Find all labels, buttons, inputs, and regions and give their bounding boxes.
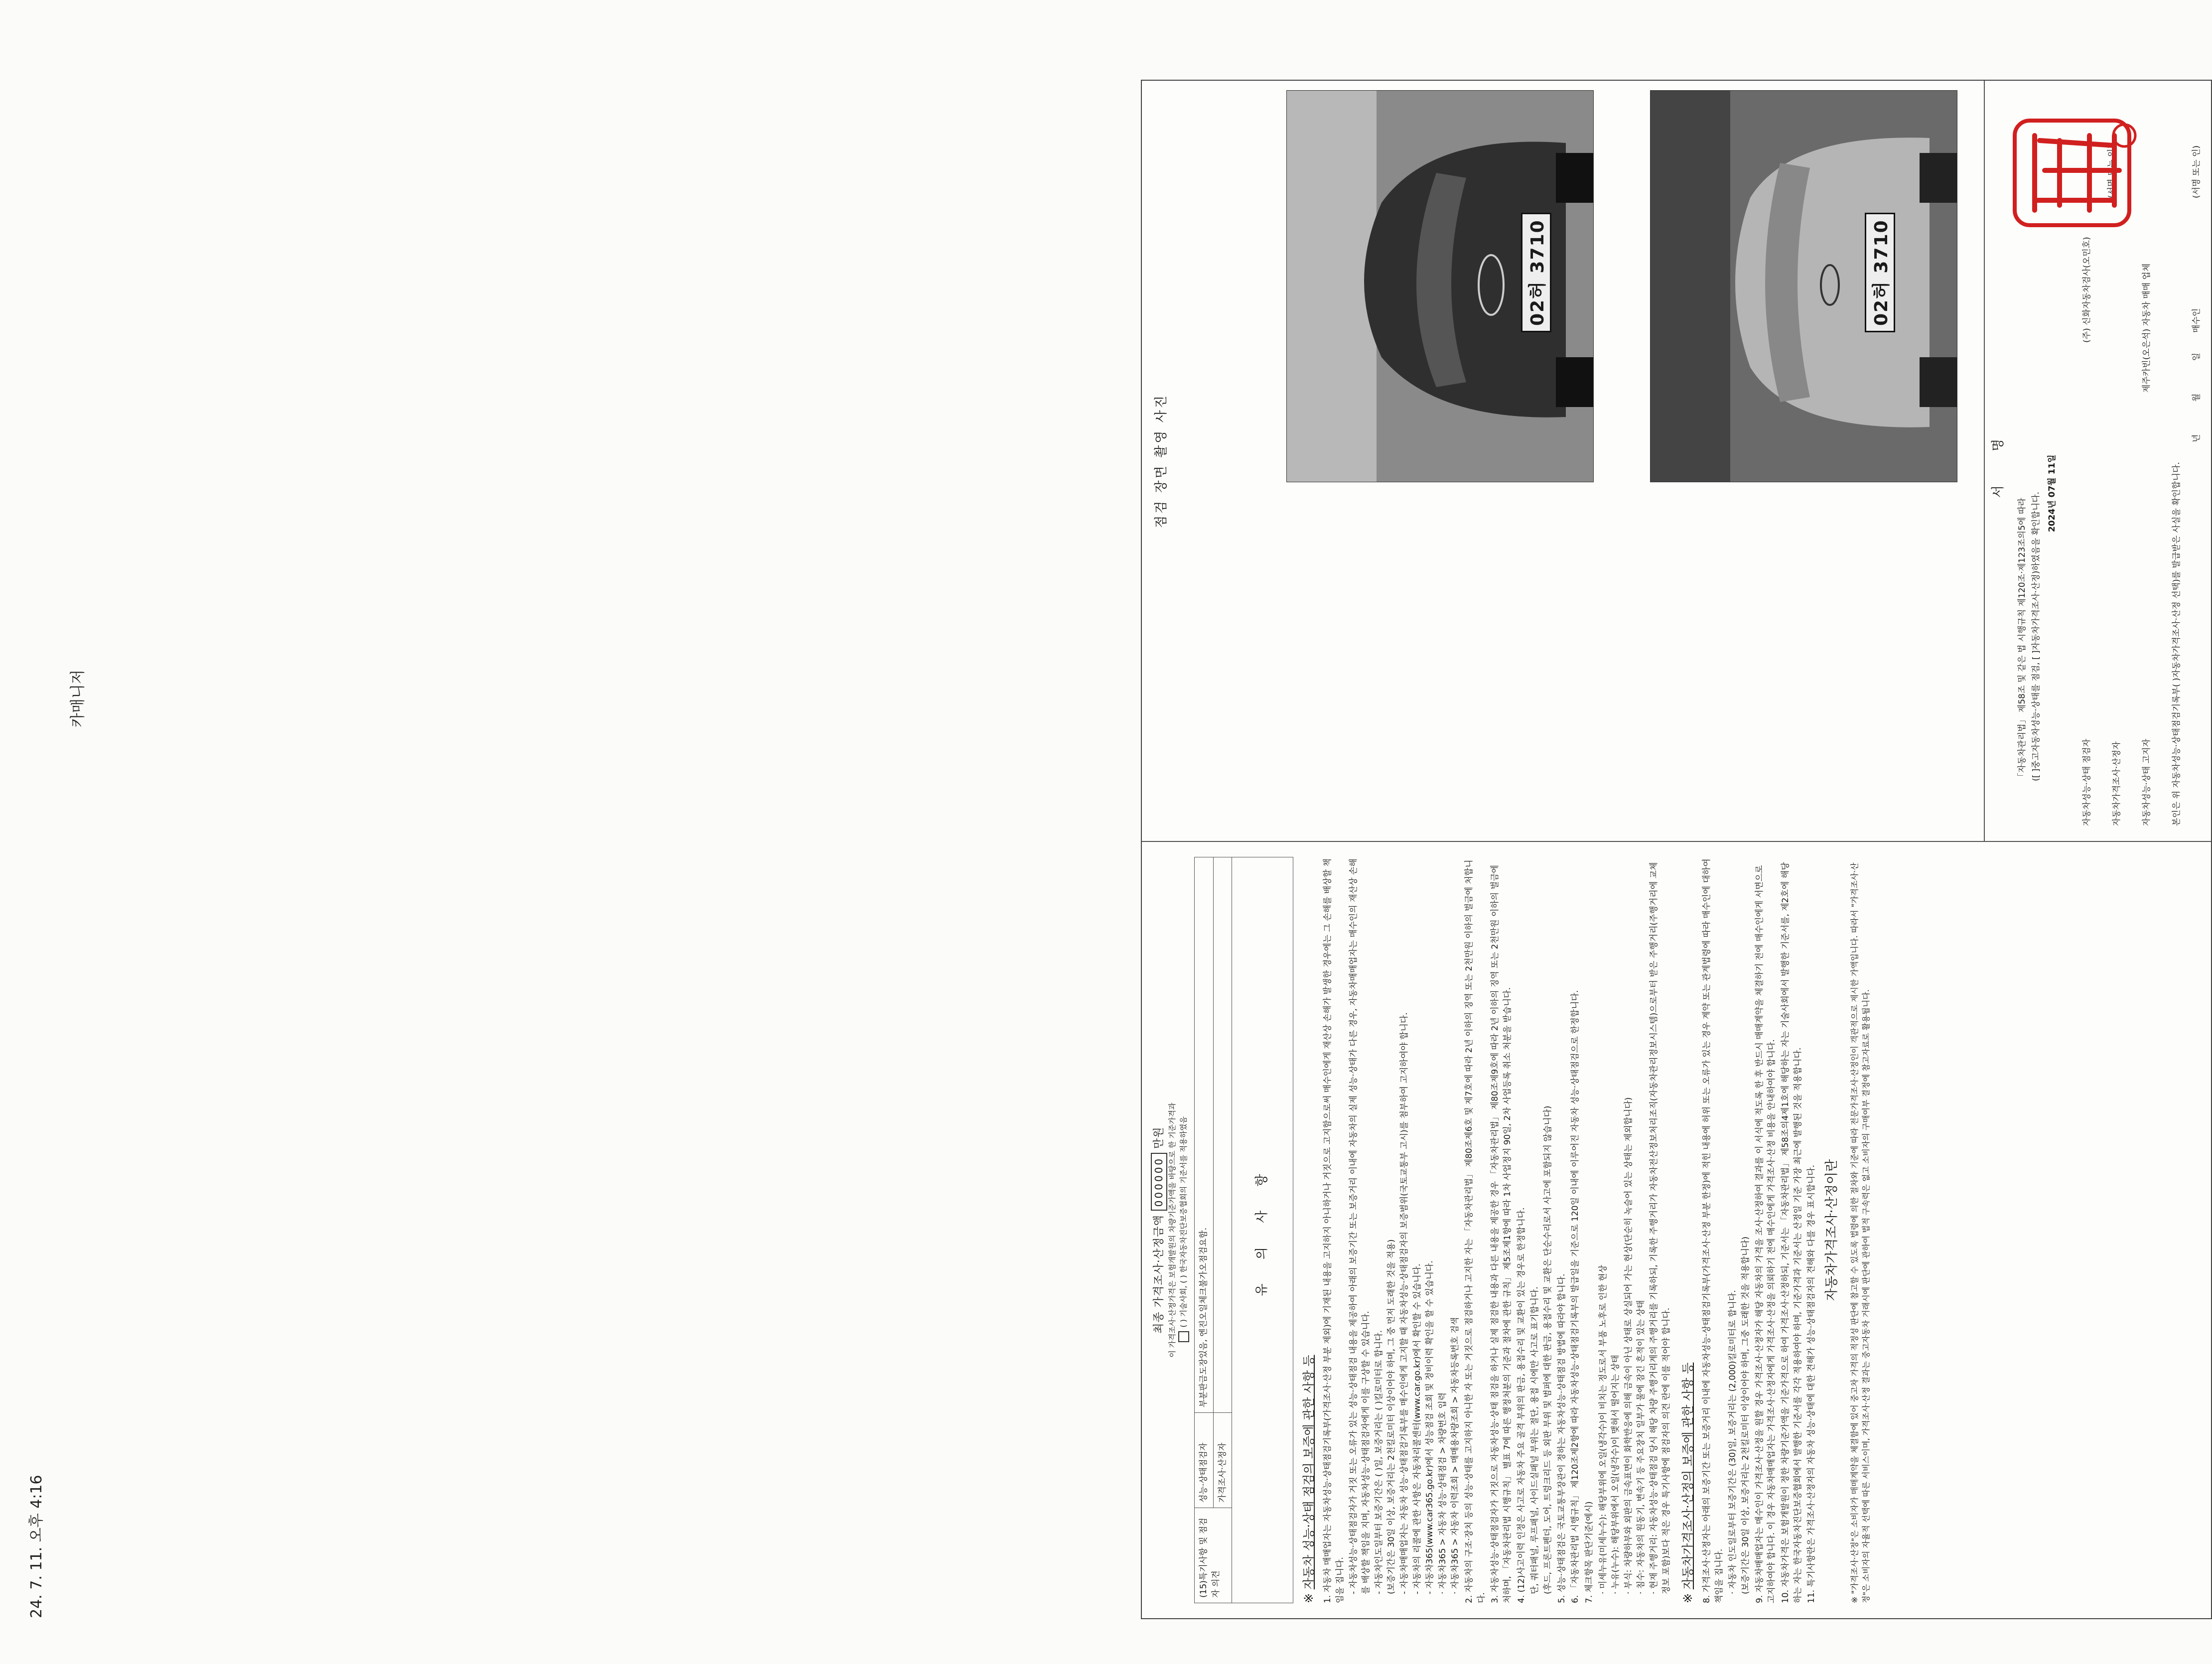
notice-item: (보증기간은 30일 이상, 보증거리는 2천킬로미터 이상이어야 하며, 그 중 먼저 도래한 것을 적용) [1386,1239,1397,1594]
photo-title: 점검 장면 촬영 사진 [1154,394,1169,528]
notice-item: (후드, 프론트펜더, 도어, 트렁크리드 등 외판 부위 및 범퍼에 대한 판금, 용접수리 및 교환은 단순수리로서 사고에 포함되지 않습니다) [1542,1106,1553,1594]
seller-role: 자동차성능·상태 고지자 [2142,738,2152,826]
rear-vehicle-photo [1650,90,1957,482]
notice-item: · 자동차365 > 자동차 이력조회 > 매매용차량조회 > 자동차등록번호 검색 [1450,1317,1461,1594]
notice-item: 3. 자동차성능·상태점검자가 거짓으로 자동차성능·상태 점검을 하거나 실제 점검한 내용과 다른 내용을 제공한 경우 「자동차관리법」 제80조제9호에 따라 2년 이하의 징역 또는 2천만원 이하의 벌금에 처하며, 「자동차관리법 시행규칙」 별표 7에 따른 행정처분의 기준과 절차에 관한 규칙」 제5조제1항에 따라 1차 사업정지 90일, 2차 사업등록 취소 처분을 받습니다. [1490,864,1513,1603]
assessor-label: 가격조사·산정자 [1213,1413,1232,1508]
notice-item: · 부식: 차량하부와 외판의 금속표면이 화학반응에 의해 금속이 아닌 상태로 상실되어 가는 현상(단순히 녹슬어 있는 상태는 제외합니다) [1623,1097,1634,1594]
signature-area [1984,81,2211,841]
inspector-label: 성능·상태점검자 [1195,1413,1214,1508]
notice-item: 2. 자동차의 구조·장치 등의 성능·상태를 고지하지 아니한 자 또는 거짓으로 점검하거나 고지한 자는 「자동차관리법」 제80조제6호 및 제7호에 따라 2년 이하의 징역 또는 2천만원 이하의 벌금에 처합니다. [1464,859,1487,1603]
assessor-role: 자동차가격조사·산정자 [2112,741,2122,826]
notice-item: 9. 자동차매매업자는 매수인이 가격조사·산정을 원할 경우 가격조사·산정자가 해당 자동차의 가격을 조사·산정하여 결과를 이 서식에 적도록 한 후 반드시 매매계약을 체결하기 전에 매수인에게 서면으로 고지하여야 합니다. 이 경우 자동차매매업자는 가격조사·산정자에게 가격조사·산정을 의뢰하기 전에 매수인에게 가격조사·산정 비용을 안내하여야 합니다. [1754,865,1777,1603]
inspector-name: (주) 신화자동차검사(오민호) [2082,237,2092,343]
inspection-document [1141,80,2212,1619]
rear-license-plate: 02허 3710 [1865,213,1895,332]
company-seal-stamp [2005,111,2139,235]
notice-item: 단, 쿼터패널, 루프패널, 사이드실패널 부위는 절단, 용접 시에만 사고로 표기합니다. [1530,1286,1540,1594]
notice-title: 유 의 사 항 [1232,857,1293,1603]
photo-signature-column [1142,81,2211,841]
section1-items [1322,857,1672,1603]
checkbox-icon [1178,1331,1189,1342]
end-title: 자동차가격조사·산정이란 [1824,1159,1839,1301]
notice-item: 6. 「자동차관리법 시행규칙」 제120조제2항에 따라 자동차성능·상태점검기록부의 발급일을 기준으로 120일 이내에 이루어진 자동차 성능·상태점검으로 한정합니다. [1570,990,1581,1603]
notice-item: · 자동차 인도일로부터 보증기간은 (30)일, 보증거리는 (2,000)킬로미터로 합니다. [1728,1290,1738,1594]
section1-heading: ※ 자동차 성능·상태 점검의 보증에 관한 사항 등 [1302,1355,1316,1603]
notice-item: · 침수: 자동차의 원동기, 변속기 등 주요장치 일부가 물에 잠긴 흔적이 있는 상태 [1636,1300,1647,1594]
notice-item: · 누유(누수): 해당부위에서 오일(냉각수)이 맺혀서 떨어지는 상태 [1611,1355,1621,1594]
notice-item: · 자동차365 > 자동차 성능·상태점검 > 차량번호 입력 [1437,1392,1448,1594]
section2-heading: ※ 자동차가격조사·산정의 보증에 관한 사항 등 [1681,1362,1695,1603]
notice-item: - 자동차매매업자는 자동차 성능·상태점검기록부를 매수인에게 고지할 때 자동차성능·상태점검자의 보증범위(국토교통부 고시)를 첨부하여 고지하여야 합니다. [1399,1012,1409,1594]
notice-item: 11. 특기사항란은 가격조사·산정자의 자동차 성능·상태에 대한 견해가 성능·상태점검자의 견해와 다를 경우 표시합니다. [1806,1165,1817,1603]
notice-item: (보증기간은 30일 이상, 보증거리는 2천킬로미터 이상이어야 하며, 그중 도래한 것을 적용합니다) [1741,1236,1751,1594]
app-title: 카매니저 [69,670,87,727]
notice-item: · 미세누유(미세누수): 해당부위에 오일(냉각수)이 비치는 정도로서 부품 노후로 인한 현상 [1598,1264,1608,1594]
notice-item: 5. 성능·상태점검은 국토교통부장관이 정하는 자동차성능·상태점검 방법에 따라야 합니다. [1556,1273,1567,1603]
notice-item: - 자동차성능·상태점검자가 거짓 또는 오류가 있는 성능·상태점검 내용을 제공하여 아래의 보증기간 또는 보증거리 이내에 자동차의 실제 성능·상태가 다른 경우, 자동차매매업자는 매수인의 재산상 손해를 배상할 책임을 지며, 자동차성능·상태점검자에게 이를 구상할 수 있습니다. [1349,858,1371,1594]
confirm-date-labels: 년 월 일 [2192,337,2202,442]
notice-item: 8. 가격조사·산정자는 아래의 보증기간 또는 보증거리 이내에 자동차성능·상태점검기록부(가격조사·산정 부분 한정)에 적힌 내용에 허위 또는 오류가 있는 경우 계약 또는 관계법령에 따라 매수인에 대하여 책임을 집니다. [1702,858,1724,1603]
notice-item: 4. (12)사고이력 인정은 사고로 자동차 주요 골격 부위의 판금, 용접수리 및 교환이 있는 경우로 한정합니다. [1516,1207,1526,1603]
remarks-table [1194,857,1293,1603]
notice-item: - 자동차365(www.car365.go.kr)에서 성능점검 조회 및 정비이력 확인을 할 수 있습니다. [1425,1260,1435,1594]
signature-title: 서 명 [1991,423,2006,498]
basis-line: 이 가격조사·산정가격은 보험개발원의 차량기준가액을 바탕으로 한 기준가격과 [1168,1103,1177,1358]
notice-item: 1. 자동차 매매업자는 자동차성능·상태점검기록부(가격조사·산정 부분 제외)에 기재된 내용을 고지하지 아니하거나 거짓으로 고지함으로써 매수인에게 재산상 손해가 발생한 경우에는 그 손해를 배상할 책임을 집니다. [1323,858,1345,1603]
front-vehicle-photo [1286,90,1594,482]
assessor-opinion [1213,857,1232,1413]
sign-date: 2024년 07월 11일 [2047,454,2057,532]
section2-items [1701,857,1818,1603]
law-line: 「자동차관리법」 제58조 및 같은 법 시행규칙 제120조·제123조의5에 따라 [2017,498,2027,781]
footer-note: ※ "가격조사·산정"은 소비자가 매매계약을 체결함에 있어 중고차 가격의 적정성 판단에 참고할 수 있도록 법령에 의한 절차와 기준에 따라 전문가격조사·산정인이 객관적으로 제시한 가액입니다. 따라서 "가격조사·산정"은 소비자의 자율적 선택에 따른 서비스이며, 가격조사·산정 결과는 중고자동차 거래시에 판단에 관하여 법적 구속력은 없고 소비자의 구매여부 결정에 참고자료로 활용됩니다. [1849,862,1871,1603]
amount-box: 000000 [1151,1153,1167,1211]
remarks-label: (15)특기사항 및 점검자 의견 [1195,1508,1232,1603]
law-line-2: ([ ]중고자동차성능·상태를 점검, [ ]자동차가격조사·산정)하였음을 확인합니다. [2031,491,2041,781]
inspector-opinion: 부분판금도장있음, 엔진오일체크불가오점검요함. [1195,857,1214,1413]
front-license-plate: 02허 3710 [1521,213,1551,332]
seller-name: 제주카빈(오은석) 자동차 매매 업체 [2142,263,2152,393]
notice-item: 10. 자동차가격은 보험개발원이 정한 차량기준가액을 기준가격으로 하여 가격조사·산정하되, 기준서는 「자동차관리법」 제58조의4제1호에 해당하는 자는 기술사회에서 발행한 기준서를, 제2호에 해당하는 자는 한국자동차진단보증협회에서 발행한 기준서를 각각 적용하여야 하며, 기준가격과 기준서는 산정일 기준 가장 최근에 발행된 것을 적용합니다. [1781,862,1803,1603]
notice-item: · 현재 주행거리: 자동차성능·상태점검 당시 해당 차량 주행거리계의 주행거리를 기록하되, 기록한 주행거리가 자동차전산정보처리조직(자동차관리정보시스템)으로부터 받은 주행거리(주행거리에 교체 정보 포함)보다 적은 경우 특기사항에 점검자의 의견 란에 이를 적어야 합니다. [1649,862,1671,1594]
buyer-sign-label: (서명 또는 인) [2192,145,2202,198]
notice-item: - 자동차의 리콜에 관한 사항은 자동차리콜센터(www.car.go.kr)에서 확인할 수 있습니다. [1412,1263,1422,1594]
notice-item: - 자동차인도일부터 보증기간은 ( )일, 보증거리는 ( )킬로미터로 합니다. [1374,1330,1384,1594]
buyer-role: 매수인 [2192,308,2202,333]
amount-unit: 만원 [1153,1126,1165,1149]
notice-column [1142,841,2211,1618]
inspector-role: 자동차성능·상태 점검자 [2082,738,2092,826]
inspector-sign-label: (서명 또는 인) [2107,145,2117,198]
print-datetime: 24. 7. 11. 오후 4:16 [28,1475,45,1618]
confirm-line: 본인은 위 자동차성능·상태점검기록부( )자동차가격조사·산정 선택)를 발급받은 사실을 확인합니다. [2172,462,2182,826]
basis-line-2: ( ) 기술사회, ( ) 한국자동차진단보증협회의 기준서를 적용하였음 [1178,857,1189,1603]
price-title-block [1151,857,1189,1603]
notice-item: 7. 체크항목 판단기준(예시) [1584,1501,1594,1603]
form-title: 최종 가격조사·산정금액 [1153,1215,1165,1334]
